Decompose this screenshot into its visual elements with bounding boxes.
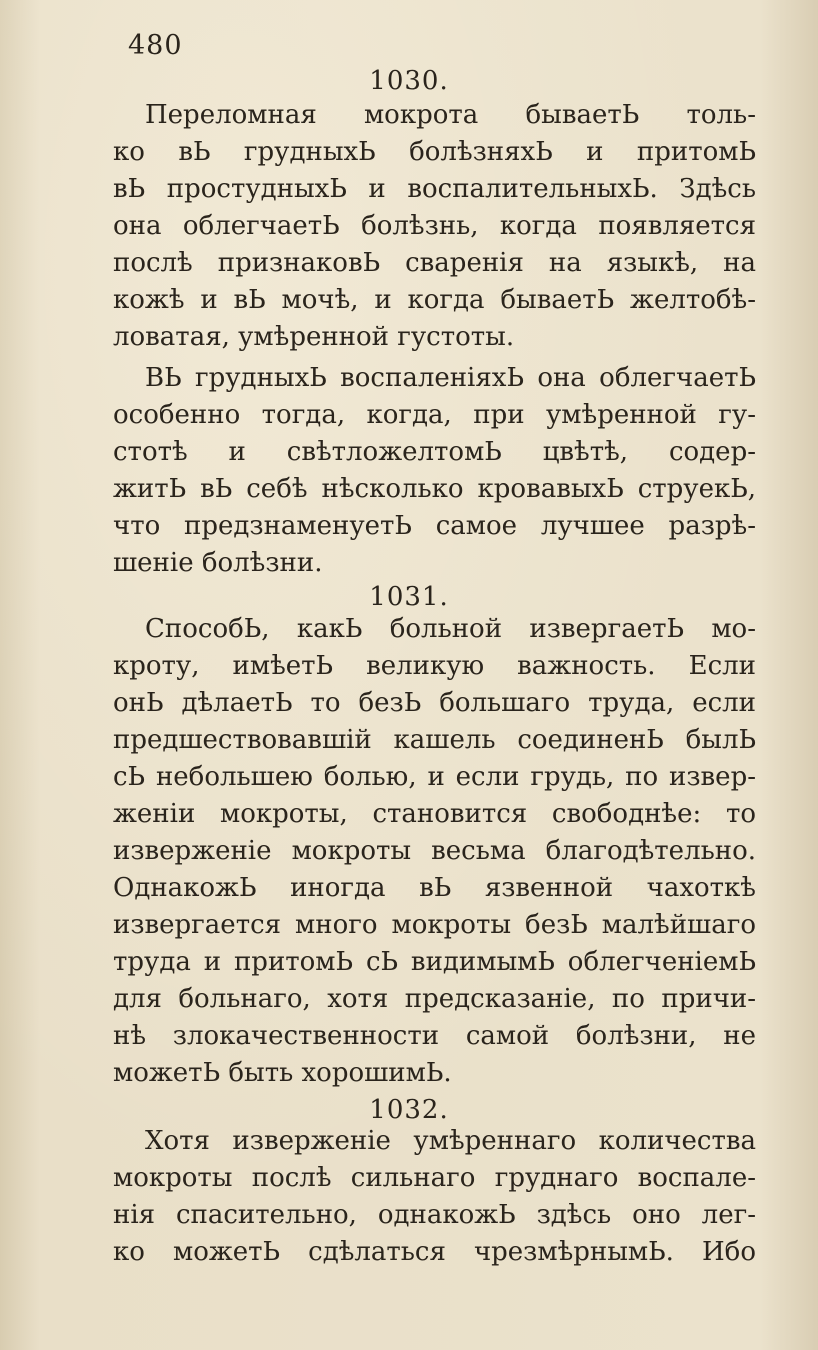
section-number-1032: 1032. <box>369 1095 449 1125</box>
text-line: СпособЬ, какЬ больной извергаетЬ мо- <box>145 614 756 644</box>
text-line: для больнаго, хотя предсказаніе, по причи- <box>113 984 756 1014</box>
text-line: нѣ злокачественности самой болѣзни, не <box>113 1021 756 1051</box>
section-number-1031: 1031. <box>369 582 449 612</box>
text-line: сЬ небольшею болью, и если грудь, по извер- <box>113 762 756 792</box>
text-line: нія спасительно, однакожЬ здѣсь оно лег- <box>113 1200 756 1230</box>
text-line: мокроты послѣ сильнаго груднаго воспале- <box>113 1163 756 1193</box>
text-line: вЬ простудныхЬ и воспалительныхЬ. Здѣсь <box>113 174 756 204</box>
text-line: ко можетЬ сдѣлаться чрезмѣрнымЬ. Ибо <box>113 1237 756 1267</box>
text-line: что предзнаменуетЬ самое лучшее разрѣ- <box>113 511 756 541</box>
text-line: ко вЬ грудныхЬ болѣзняхЬ и притомЬ <box>113 137 756 167</box>
text-line: можетЬ быть хорошимЬ. <box>113 1058 452 1088</box>
text-line: житЬ вЬ себѣ нѣсколько кровавыхЬ струекЬ, <box>113 474 756 504</box>
text-line: изверженіе мокроты весьма благодѣтельно. <box>113 836 756 866</box>
text-line: кроту, имѣетЬ великую важность. Если <box>113 651 756 681</box>
section-number-1030: 1030. <box>369 66 449 96</box>
page-number: 480 <box>128 30 183 61</box>
text-line: предшествовавшій кашель соединенЬ былЬ <box>113 725 756 755</box>
text-line: шеніе болѣзни. <box>113 548 323 578</box>
text-line: Переломная мокрота бываетЬ толь- <box>145 100 756 130</box>
text-line: ОднакожЬ иногда вЬ язвенной чахоткѣ <box>113 873 756 903</box>
text-line: онЬ дѣлаетЬ то безЬ большаго труда, если <box>113 688 756 718</box>
text-line: ВЬ грудныхЬ воспаленіяхЬ она облегчаетЬ <box>145 363 756 393</box>
text-line: женіи мокроты, становится свободнѣе: то <box>113 799 756 829</box>
text-line: послѣ признаковЬ сваренія на языкѣ, на <box>113 248 756 278</box>
text-line: Хотя изверженіе умѣреннаго количества <box>145 1126 756 1156</box>
text-line: стотѣ и свѣтложелтомЬ цвѣтѣ, содер- <box>113 437 756 467</box>
text-line: ловатая, умѣренной густоты. <box>113 322 515 352</box>
text-line: кожѣ и вЬ мочѣ, и когда бываетЬ желтобѣ- <box>113 285 756 315</box>
text-line: она облегчаетЬ болѣзнь, когда появляется <box>113 211 756 241</box>
text-line: труда и притомЬ сЬ видимымЬ облегченіемЬ <box>113 947 756 977</box>
text-line: особенно тогда, когда, при умѣренной гу- <box>113 400 756 430</box>
text-line: извергается много мокроты безЬ малѣйшаго <box>113 910 756 940</box>
